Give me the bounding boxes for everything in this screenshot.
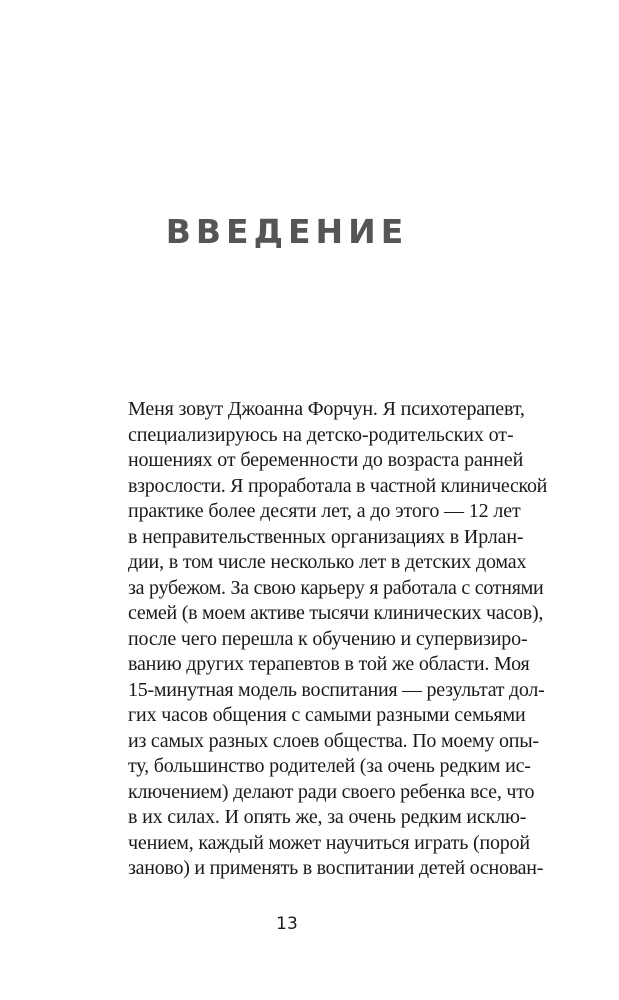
text-line: дии, в том числе несколько лет в детских домах	[128, 551, 527, 573]
chapter-title: ВВЕДЕНИЕ	[165, 212, 409, 251]
text-line: взрослости. Я проработала в частной клинической	[128, 474, 548, 497]
text-line: ключением) делают ради своего ребенка все, что	[128, 780, 535, 803]
text-line: чением, каждый может научиться играть (порой	[128, 831, 530, 854]
text-line: гих часов общения с самыми разными семьями	[128, 704, 526, 726]
text-line: ванию других терапевтов в той же области. Моя	[128, 653, 530, 675]
text-line: ношениях от беременности до возраста ранней	[128, 449, 524, 471]
text-line: в неправительственных организациях в Ирлан-	[128, 525, 524, 548]
text-line: после чего перешла к обучению и супервизиро-	[128, 627, 528, 650]
text-line: заново) и применять в воспитании детей основан-	[128, 857, 544, 879]
text-line: в их силах. И опять же, за очень редким исклю-	[128, 806, 527, 828]
text-line: 15-минутная модель воспитания — результат дол-	[128, 678, 545, 701]
text-line: специализируюсь на детско-родительских от-	[128, 423, 514, 446]
page-number: 13	[276, 914, 298, 934]
text-line: ту, большинство родителей (за очень редким ис-	[128, 755, 531, 777]
text-line: из самых разных слоев общества. По моему опы-	[128, 729, 539, 752]
body-paragraph	[128, 397, 548, 882]
text-line: за рубежом. За свою карьеру я работала с сотнями	[128, 576, 544, 599]
text-line: Меня зовут Джоанна Форчун. Я психотерапевт,	[128, 398, 525, 420]
text-line: практике более десяти лет, а до этого — 12 лет	[128, 500, 521, 522]
text-line: семей (в моем активе тысячи клинических часов),	[128, 602, 544, 624]
